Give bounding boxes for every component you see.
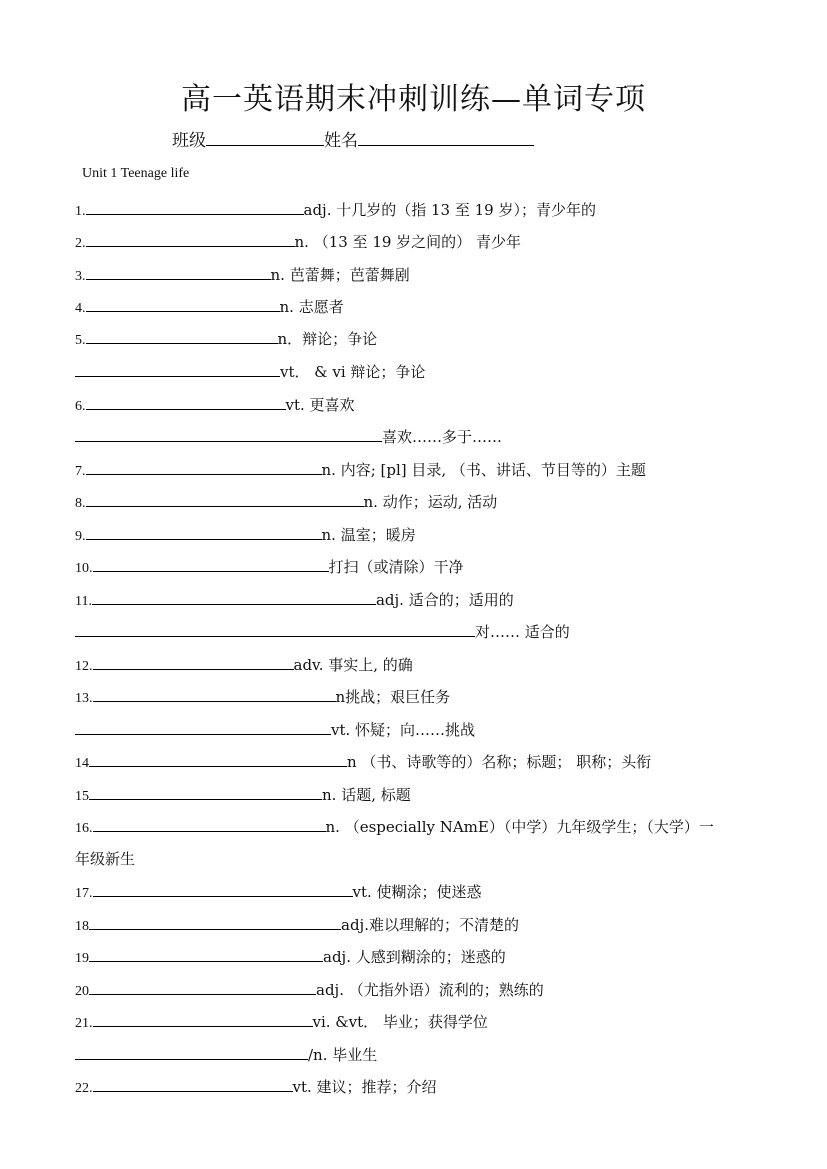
item-definition: 喜欢……多于…… [382, 428, 503, 446]
answer-blank[interactable] [89, 913, 341, 930]
answer-blank[interactable] [93, 1010, 313, 1027]
name-blank[interactable] [358, 127, 534, 146]
item-definition: n．辩论；争论 [277, 330, 378, 348]
item-number: 17. [75, 886, 93, 901]
item-number: 21. [75, 1016, 93, 1031]
unit-heading: Unit 1 Teenage life [82, 166, 190, 181]
list-item [75, 978, 544, 1000]
answer-blank[interactable] [86, 263, 271, 280]
item-number: 3. [75, 269, 86, 284]
item-number: 1. [75, 204, 86, 219]
answer-blank[interactable] [75, 360, 280, 377]
answer-blank[interactable] [86, 523, 322, 540]
list-item [75, 815, 714, 837]
item-number: 12. [75, 659, 93, 674]
list-item [75, 913, 519, 935]
list-item [75, 783, 411, 805]
item-number: 10. [75, 561, 93, 576]
item-definition: n. 话题, 标题 [322, 786, 411, 804]
list-item [75, 490, 497, 512]
item-definition: vt. 更喜欢 [285, 396, 355, 414]
item-number: 11. [75, 594, 92, 609]
list-item [75, 718, 475, 740]
item-number: 22. [75, 1081, 93, 1096]
item-number: 14 [75, 756, 89, 771]
list-item [75, 880, 482, 902]
item-number: 18 [75, 919, 89, 934]
list-item [75, 523, 416, 545]
answer-blank[interactable] [86, 198, 304, 215]
item-definition: vt． & vi 辩论；争论 [280, 363, 426, 381]
item-number: 13. [75, 691, 93, 706]
answer-blank[interactable] [93, 815, 326, 832]
answer-blank[interactable] [86, 230, 295, 247]
list-item [75, 555, 464, 577]
item-definition: adv. 事实上, 的确 [293, 656, 413, 674]
name-label: 姓名 [324, 131, 358, 151]
item-definition: n. （13 至 19 岁之间的） 青少年 [294, 233, 521, 251]
item-definition: n. 温室；暖房 [321, 526, 416, 544]
list-item [75, 360, 425, 382]
item-number: 9. [75, 529, 86, 544]
item-number: 6. [75, 399, 86, 414]
item-definition: 打扫（或清除）干净 [328, 558, 464, 576]
list-item [75, 230, 521, 252]
item-definition: n. 芭蕾舞；芭蕾舞剧 [270, 266, 410, 284]
item-number: 4. [75, 301, 86, 316]
list-item [75, 685, 450, 707]
list-item [75, 1010, 488, 1032]
class-blank[interactable] [206, 127, 324, 146]
answer-blank[interactable] [86, 295, 280, 312]
item-definition: n. （especially NAmE）（中学）九年级学生；（大学）一 [325, 818, 714, 836]
item-definition: vt. 怀疑；向……挑战 [331, 721, 476, 739]
answer-blank[interactable] [93, 685, 336, 702]
item-number: 15 [75, 789, 89, 804]
answer-blank[interactable] [93, 1075, 293, 1092]
page-title: 高一英语期末冲刺训练—单词专项 [181, 82, 646, 117]
item-definition: 对…… 适合的 [475, 623, 570, 641]
answer-blank[interactable] [75, 1043, 308, 1060]
list-item [75, 750, 651, 772]
item-definition: adj. （尤指外语）流利的；熟练的 [316, 981, 544, 999]
list-item [75, 295, 344, 317]
item-number: 7. [75, 464, 86, 479]
list-item [75, 1043, 377, 1065]
list-item [75, 425, 502, 447]
answer-blank[interactable] [89, 750, 347, 767]
list-item [75, 327, 377, 349]
answer-blank[interactable] [86, 458, 322, 475]
item-number: 8. [75, 496, 86, 511]
item-definition: n. 内容; [pl] 目录, （书、讲话、节目等的）主题 [321, 461, 646, 479]
item-definition: vi. &vt． 毕业；获得学位 [312, 1013, 488, 1031]
item-definition: vt. 建议；推荐；介绍 [292, 1078, 437, 1096]
list-item [75, 588, 514, 610]
item-definition: n挑战；艰巨任务 [335, 688, 451, 706]
list-item [75, 620, 570, 642]
answer-blank[interactable] [93, 653, 294, 670]
answer-blank[interactable] [75, 620, 475, 637]
list-item [75, 198, 596, 220]
answer-blank[interactable] [86, 327, 278, 344]
list-item [75, 653, 413, 675]
answer-blank[interactable] [89, 783, 322, 800]
item-number: 5. [75, 333, 86, 348]
answer-blank[interactable] [89, 945, 323, 962]
item-definition: n. 动作；运动, 活动 [363, 493, 498, 511]
item-definition: vt. 使糊涂；使迷惑 [352, 883, 482, 901]
item-definition: n. 志愿者 [279, 298, 344, 316]
item-definition: n （书、诗歌等的）名称；标题； 职称；头衔 [347, 753, 652, 771]
item-16-continuation: 年级新生 [75, 850, 136, 868]
list-item [75, 393, 355, 415]
item-definition: adj. 适合的；适用的 [375, 591, 514, 609]
list-item [75, 458, 646, 480]
list-item [75, 945, 506, 967]
item-number: 20 [75, 984, 89, 999]
answer-blank[interactable] [86, 393, 286, 410]
class-label: 班级 [172, 131, 206, 151]
item-number: 19 [75, 951, 89, 966]
answer-blank[interactable] [89, 978, 316, 995]
item-definition: adj. 人感到糊涂的；迷惑的 [323, 948, 506, 966]
answer-blank[interactable] [93, 880, 353, 897]
answer-blank[interactable] [86, 490, 364, 507]
item-definition: adj. 十几岁的（指 13 至 19 岁）；青少年的 [303, 201, 596, 219]
item-definition: /n. 毕业生 [308, 1046, 378, 1064]
answer-blank[interactable] [75, 425, 382, 442]
answer-blank[interactable] [93, 555, 329, 572]
answer-blank[interactable] [92, 588, 376, 605]
item-number: 16. [75, 821, 93, 836]
item-number: 2. [75, 236, 86, 251]
item-definition: adj.难以理解的；不清楚的 [341, 916, 519, 934]
student-info [172, 126, 534, 151]
answer-blank[interactable] [75, 718, 331, 735]
list-item [75, 263, 410, 285]
list-item [75, 1075, 437, 1097]
